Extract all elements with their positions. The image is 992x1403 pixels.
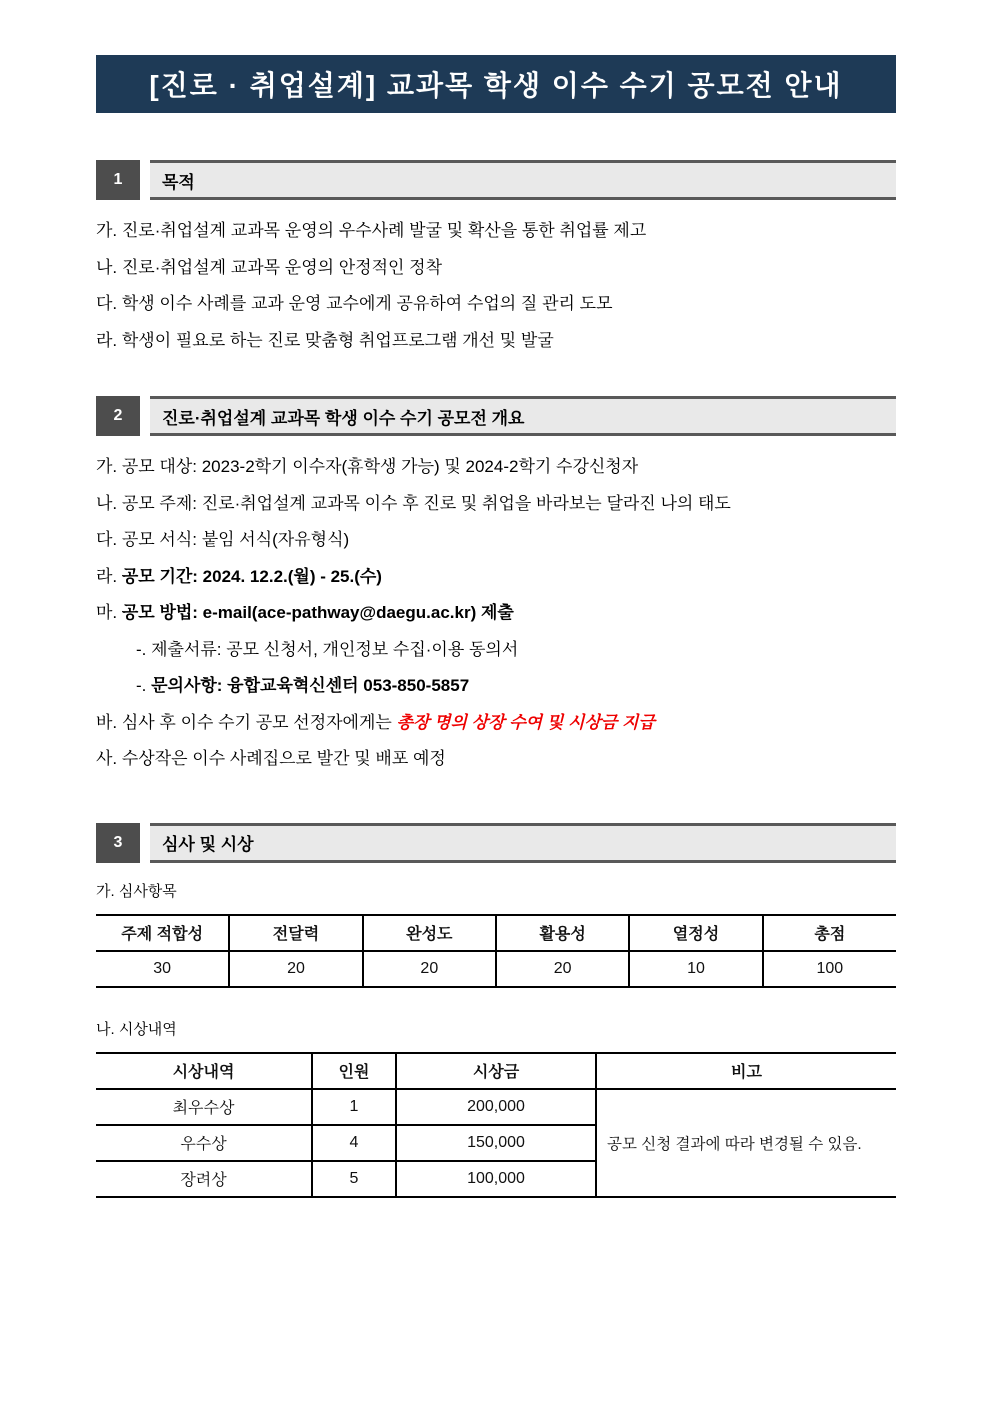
criteria-table: [96, 914, 896, 988]
table-cell: 4: [312, 1125, 396, 1161]
list-item: 가. 진로·취업설계 교과목 운영의 우수사례 발굴 및 확산을 통한 취업률 제고: [96, 221, 647, 240]
table-header-cell: 인원: [312, 1053, 396, 1089]
table-cell: 150,000: [396, 1125, 596, 1161]
section-number-badge: 1: [96, 160, 140, 200]
table-header-row: [96, 915, 896, 951]
table-header-cell: 시상금: [396, 1053, 596, 1089]
sub-label-criteria: 가. 심사항목: [96, 882, 177, 900]
list-item: 나. 진로·취업설계 교과목 운영의 안정적인 정착: [96, 257, 443, 277]
table-cell: 20: [496, 951, 629, 987]
table-header-cell: 시상내역: [96, 1053, 312, 1089]
line-bold-text: 문의사항: 융합교육혁신센터 053-850-5857: [151, 676, 470, 695]
table-row: [96, 951, 896, 987]
table-header-cell: 열정성: [629, 915, 762, 951]
table-row: [96, 1089, 896, 1125]
section-header-judging: [96, 823, 896, 863]
line-text: -.: [136, 676, 152, 695]
section-heading: 심사 및 시상: [150, 823, 896, 863]
table-cell: 1: [312, 1089, 396, 1125]
list-subitem: [96, 632, 896, 669]
line-text: 가. 공모 대상: 2023-2학기 이수자(휴학생 가능) 및 2024-2학기 수강신청자: [96, 457, 639, 476]
page-title: [진로 · 취업설계] 교과목 학생 이수 수기 공모전 안내: [149, 70, 843, 101]
table-cell: 우수상: [96, 1125, 312, 1161]
purpose-items: [96, 213, 896, 359]
table-header-cell: 전달력: [229, 915, 362, 951]
highlighted-text: 총장 명의 상장 수여 및 시상금 지급: [396, 712, 655, 732]
table-cell: 100: [763, 951, 896, 987]
table-cell: 200,000: [396, 1089, 596, 1125]
table-cell: 최우수상: [96, 1089, 312, 1125]
list-item: [96, 705, 896, 742]
section-heading: 진로·취업설계 교과목 학생 이수 수기 공모전 개요: [150, 396, 896, 436]
table-cell: 장려상: [96, 1161, 312, 1197]
line-text: 바. 심사 후 이수 수기 공모 선정자에게는: [96, 712, 397, 732]
line-text: 라.: [96, 566, 122, 586]
awards-table: [96, 1052, 896, 1198]
line-text: -. 제출서류: 공모 신청서, 개인정보 수집·이용 동의서: [136, 639, 519, 659]
note-cell: 공모 신청 결과에 따라 변경될 수 있음.: [596, 1089, 896, 1197]
line-text: 다. 공모 서식: 붙임 서식(자유형식): [96, 530, 350, 549]
list-item: [96, 741, 896, 778]
table-header-cell: 비고: [596, 1053, 896, 1089]
line-bold-text: 공모 기간: 2024. 12.2.(월) - 25.(수): [121, 566, 382, 586]
list-item: [96, 486, 896, 523]
list-item: [96, 595, 896, 632]
list-item: 라. 학생이 필요로 하는 진로 맞춤형 취업프로그램 개선 및 발굴: [96, 330, 554, 350]
list-item: 다. 학생 이수 사례를 교과 운영 교수에게 공유하여 수업의 질 관리 도모: [96, 294, 613, 313]
line-text: 사. 수상작은 이수 사례집으로 발간 및 배포 예정: [96, 749, 446, 768]
overview-items: [96, 449, 896, 778]
line-text: 마.: [96, 603, 122, 622]
list-item: [96, 449, 896, 486]
table-cell: 30: [96, 951, 229, 987]
table-cell: 10: [629, 951, 762, 987]
table-header-cell: 총점: [763, 915, 896, 951]
section-number-badge: 3: [96, 823, 140, 863]
document-page: [96, 0, 896, 1198]
sub-label-awards: 나. 시상내역: [96, 1020, 177, 1038]
table-header-cell: 완성도: [363, 915, 496, 951]
section-header-purpose: [96, 160, 896, 200]
list-subitem: [96, 668, 896, 705]
table-cell: 5: [312, 1161, 396, 1197]
section-heading: 목적: [150, 160, 896, 200]
table-cell: 100,000: [396, 1161, 596, 1197]
table-header-cell: 활용성: [496, 915, 629, 951]
section-header-overview: [96, 396, 896, 436]
line-text: 나. 공모 주제: 진로·취업설계 교과목 이수 후 진로 및 취업을 바라보는 달라진 나의 태도: [96, 493, 731, 513]
line-bold-text: 공모 방법: e-mail(ace-pathway@daegu.ac.kr) 제출: [121, 603, 514, 622]
section-number-badge: 2: [96, 396, 140, 436]
title-banner: [96, 55, 896, 113]
list-item: [96, 522, 896, 559]
table-cell: 20: [363, 951, 496, 987]
list-item: [96, 559, 896, 596]
table-header-row: [96, 1053, 896, 1089]
table-header-cell: 주제 적합성: [96, 915, 229, 951]
table-cell: 20: [229, 951, 362, 987]
